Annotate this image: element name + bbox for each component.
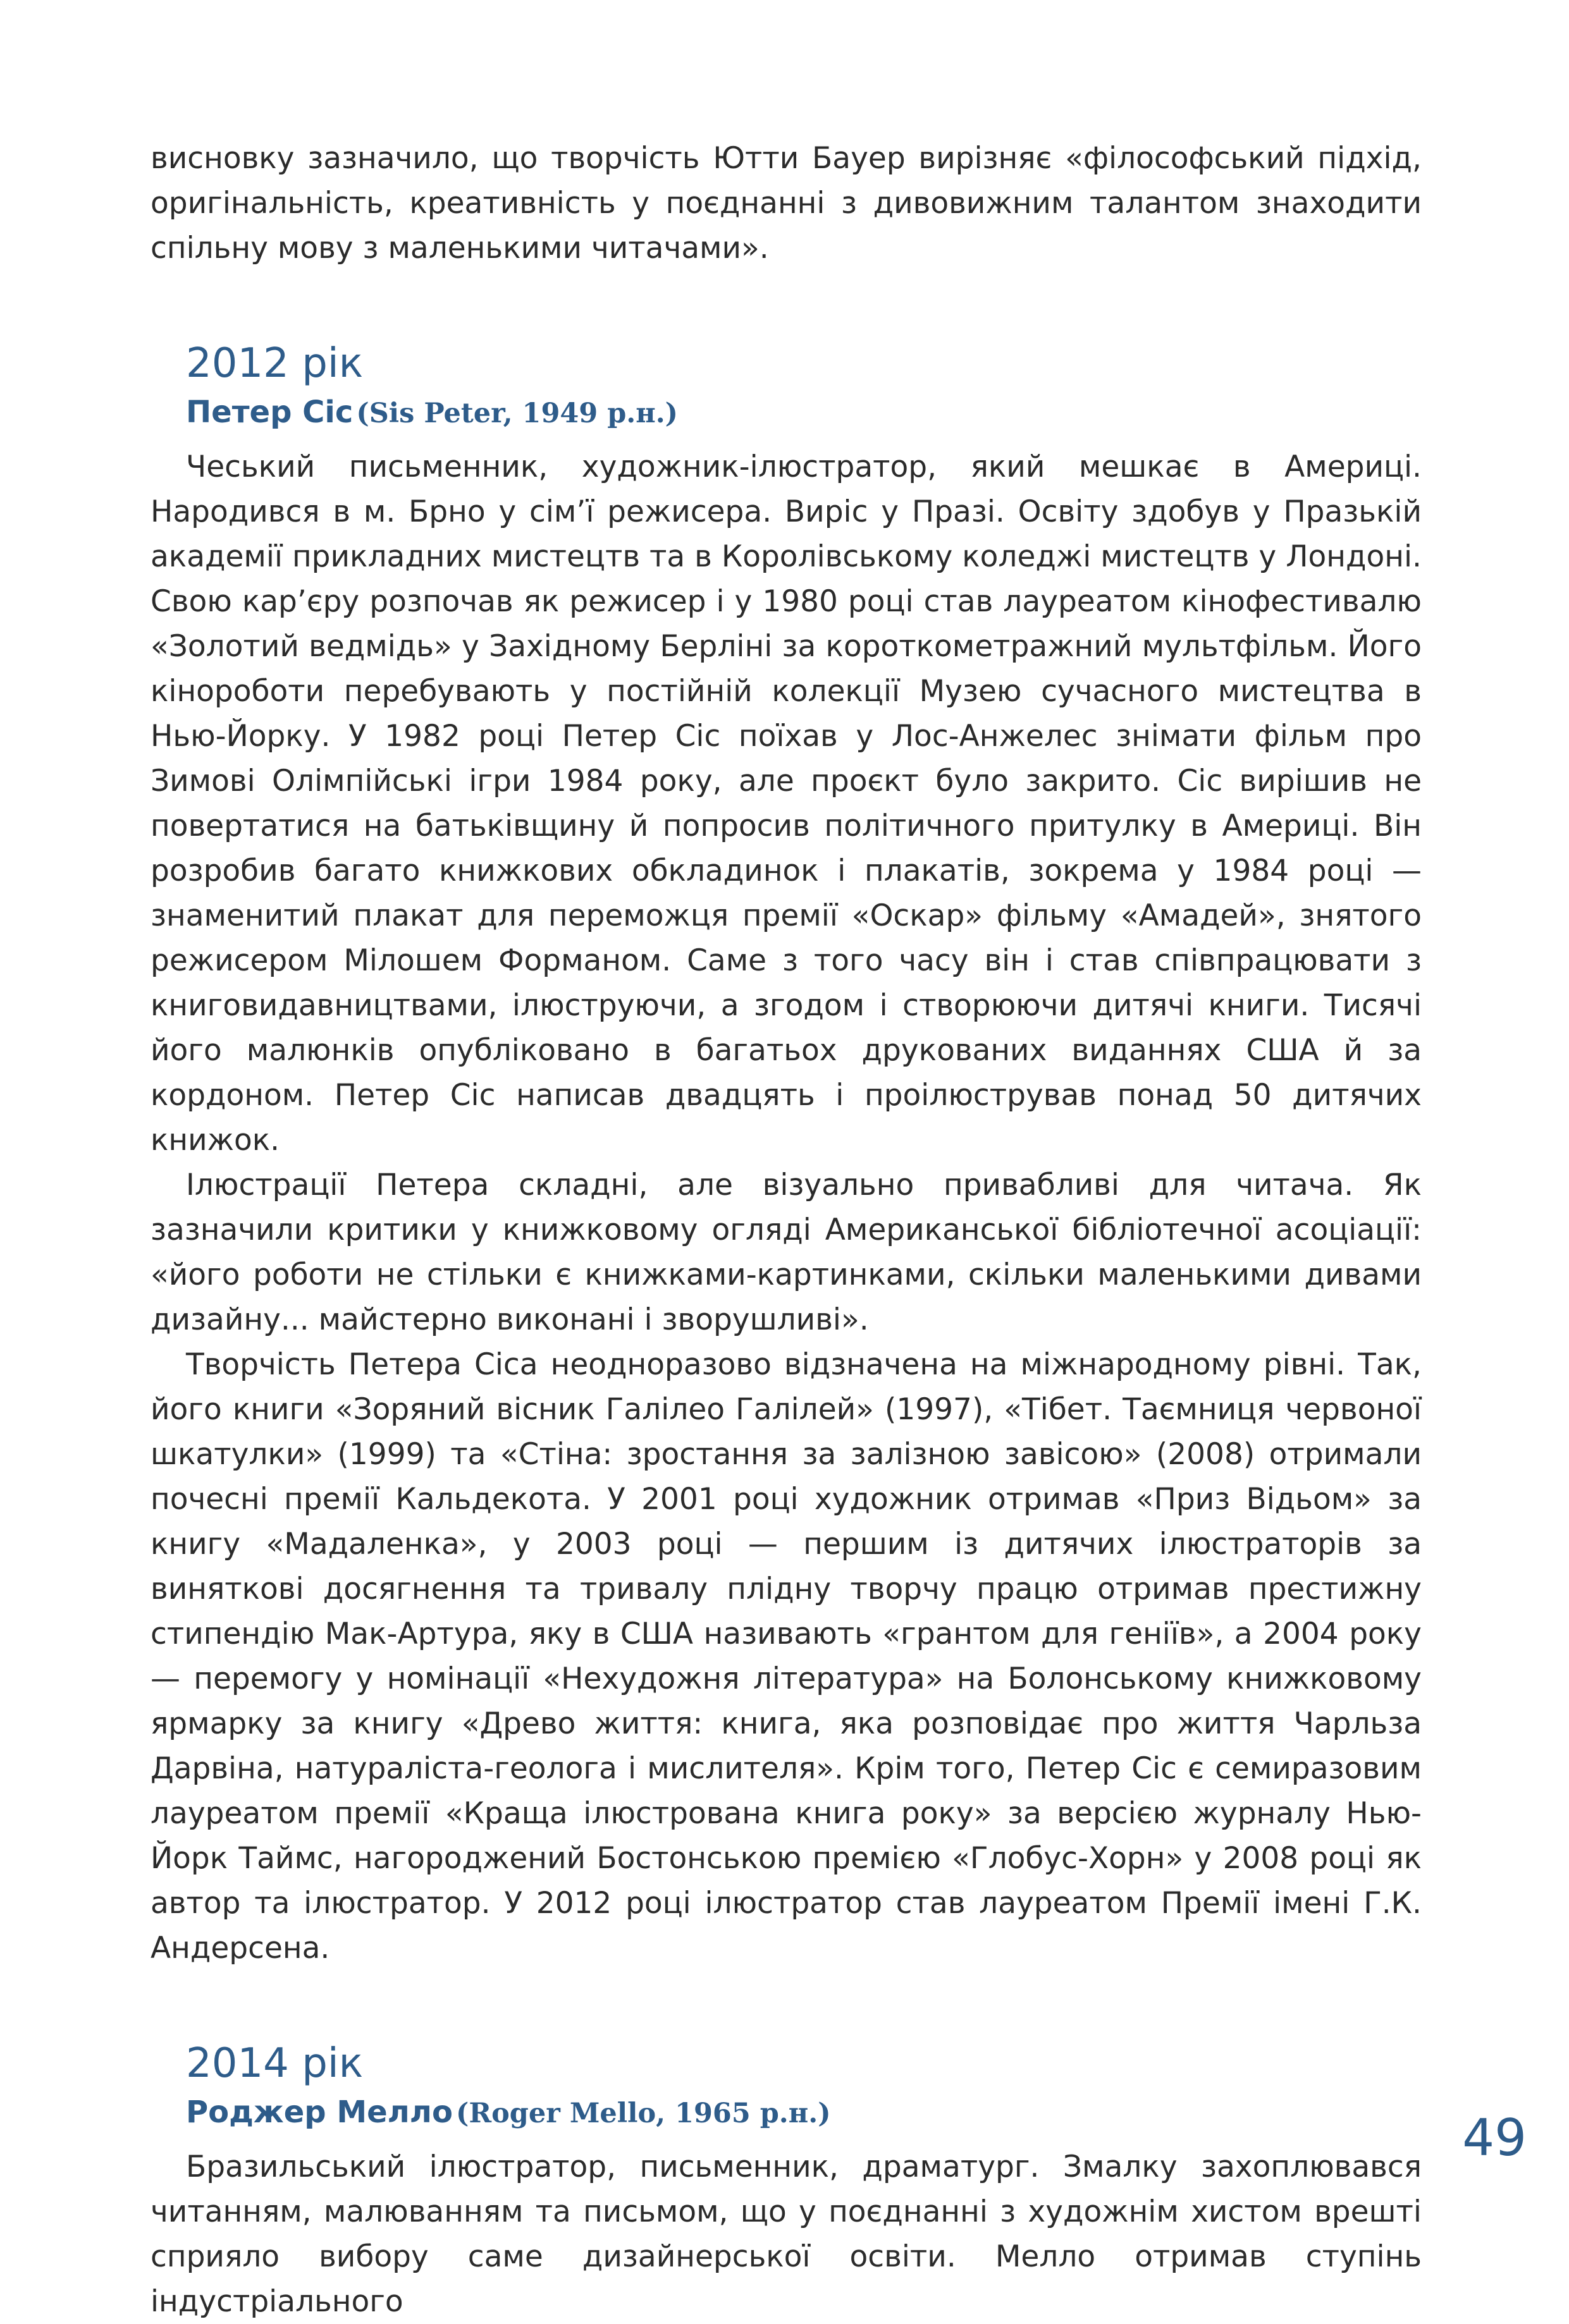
- laureate-name: Петер Сіс: [186, 394, 354, 430]
- laureate-details: (Roger Mello, 1965 р.н.): [456, 2098, 831, 2129]
- page-number: 49: [1462, 2108, 1527, 2167]
- section-year-2012: 2012 рік: [186, 340, 364, 387]
- body-paragraph: Чеський письменник, художник-ілюстратор, який мешкає в Америці. Народився в м. Брно у сім’ї режисера. Виріс у Празі. Освіту здобув у Празькій академії прикладних мистецтв та в Королівському коледжі мистецтв у Лондоні. Свою кар’єру розпочав як режисер і у 1980 році став лауреатом кінофестивалю «Золотий ведмідь» у Західному Берліні за короткометражний мультфільм. Його кінороботи перебувають у постійній колекції Музею сучасного мистецтва в Нью-Йорку. У 1982 році Петер Сіс поїхав у Лос-Анжелес знімати фільм про Зимові Олімпійські ігри 1984 року, але проєкт було закрито. Сіс вирішив не повертатися на батьківщину й попросив політичного притулку в Америці. Він розробив багато книжкових обкладинок і плакатів, зокрема у 1984 році — знаменитий плакат для переможця премії «Оскар» фільму «Амадей», знятого режисером Мілошем Форманом. Саме з того часу він і став співпрацювати з книговидавництвами, ілюструючи, а згодом і створюючи дитячі книги. Тисячі його малюнків опубліковано в багатьох друкованих виданнях США й за кордоном. Петер Сіс написав двадцять і проілюстрував понад 50 дитячих книжок.: [151, 450, 1422, 1158]
- laureate-heading-mello: [186, 2093, 1422, 2138]
- body-paragraph: Бразильський ілюстратор, письменник, драматург. Змалку захоплювався читанням, малюванням та письмом, що у поєднанні з художнім хистом врешті сприяло вибору саме дизайнерської освіти. Мелло отримав ступінь індустріального: [151, 2150, 1422, 2319]
- laureate-name: Роджер Мелло: [186, 2095, 453, 2130]
- body-paragraph: Ілюстрації Петера складні, але візуально привабливі для читача. Як зазначили критики у книжковому огляді Американської бібліотечної асоціації: «його роботи не стільки є книжками-картинками, скільки маленькими дивами дизайну... майстерно виконані і зворушливі».: [151, 1168, 1422, 1337]
- page-content: [151, 136, 1422, 2324]
- body-paragraph: Творчість Петера Сіса неодноразово відзначена на міжнародному рівні. Так, його книги «Зоряний вісник Галілео Галілей» (1997), «Тібет. Таємниця червоної шкатулки» (1999) та «Стіна: зростання за залізною завісою» (2008) отримали почесні премії Кальдекота. У 2001 році художник отримав «Приз Відьом» за книгу «Мадаленка», у 2003 році — першим із дитячих ілюстраторів за виняткові досягнення та тривалу плідну творчу працю отримав престижну стипендію Мак-Артура, яку в США називають «грантом для геніїв», а 2004 року — перемогу у номінації «Нехудожня література» на Болонському книжковому ярмарку за книгу «Древо життя: книга, яка розповідає про життя Чарльза Дарвіна, натураліста-геолога і мислителя». Крім того, Петер Сіс є семиразовим лауреатом премії «Краща ілюстрована книга року» за версією журналу Нью-Йорк Таймс, нагороджений Бостонською премією «Глобус-Хорн» у 2008 році як автор та ілюстратор. У 2012 році ілюстратор став лауреатом Премії імені Г.К. Андерсена.: [151, 1347, 1422, 1966]
- laureate-details: (Sis Peter, 1949 р.н.): [356, 398, 679, 429]
- intro-paragraph: висновку зазначило, що творчість Ютти Бауер вирізняє «філософський підхід, оригінальність, креативність у поєднанні з дивовижним талантом знаходити спільну мову з маленькими читачами».: [151, 141, 1422, 266]
- section-year-2014: 2014 рік: [186, 2040, 364, 2087]
- laureate-heading-sis: [186, 393, 1422, 438]
